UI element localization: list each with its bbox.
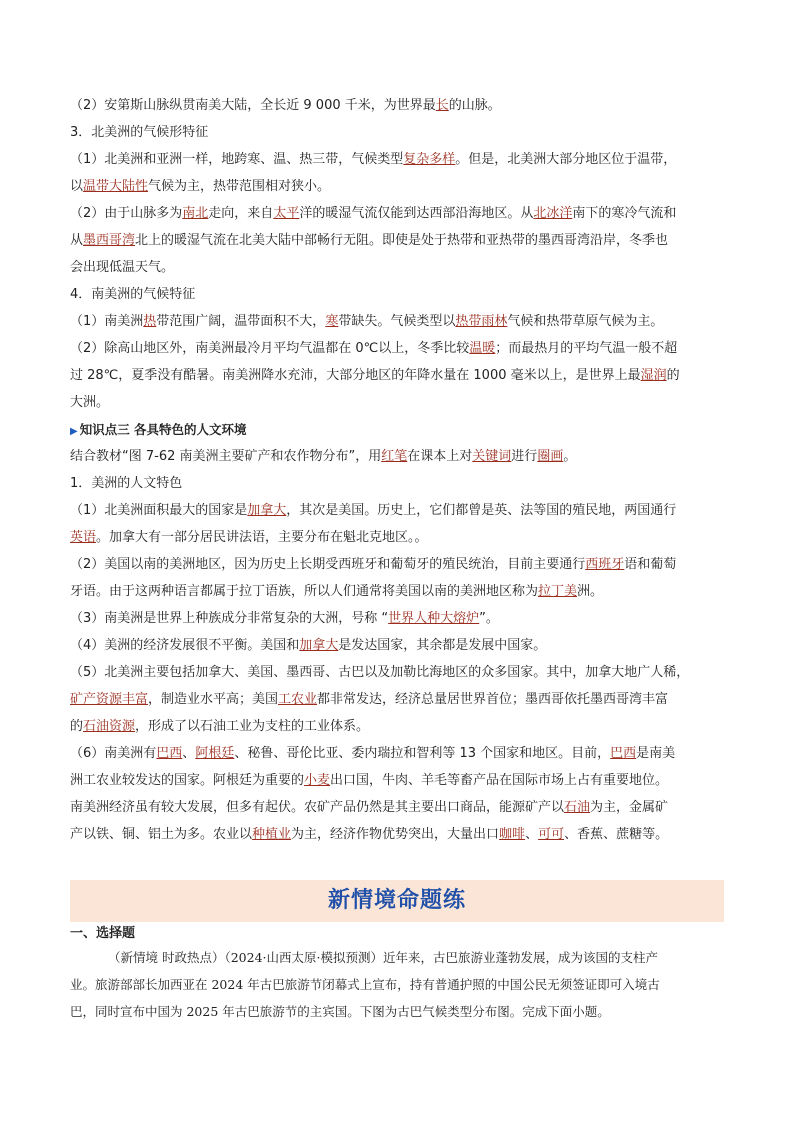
keyword: 圈画 [537,449,564,464]
text-line: 会出现低温天气。 [70,260,175,275]
keyword: 北冰洋 [533,206,573,221]
subheading: 3．北美洲的气候形特征 [70,125,209,140]
keyword: 关键词 [472,449,512,464]
keyword: 种植业 [252,827,292,842]
text-line: （4）美洲的经济发展很不平衡。美国和加拿大是发达国家，其余都是发展中国家。 [70,638,547,653]
keyword: 加拿大 [299,638,339,653]
text-line: 从墨西哥湾北上的暖湿气流在北美大陆中部畅行无阻。即使是处于热带和亚热带的墨西哥湾沿岸，冬季也 [70,233,669,248]
keyword: 石油资源 [83,719,136,734]
notes-body [70,92,726,848]
text-line: （6）南美洲有巴西、阿根廷、秘鲁、哥伦比亚、委内瑞拉和智利等 13 个国家和地区。目前，巴西是南美 [70,746,676,761]
keyword: 小麦 [304,773,331,788]
keyword: 湿润 [640,368,667,383]
section-banner [70,880,724,922]
keyword: 太平 [273,206,300,221]
question-line: （新情境 时政热点）（2024·山西太原·模拟预测）近年来，古巴旅游业蓬勃发展，成为该国的支柱产 [108,950,658,965]
banner-title: 新情境命题练 [327,888,466,913]
subheading: 1．美洲的人文特色 [70,476,183,491]
keyword: 寒 [325,314,339,329]
keyword: 矿产资源丰富 [70,692,149,707]
text-line: （5）北美洲主要包括加拿大、美国、墨西哥、古巴以及加勒比海地区的众多国家。其中，加拿大地广人稀， [70,665,690,680]
text-line: （2）安第斯山脉纵贯南美大陆，全长近 9 000 千米，为世界最长的山脉。 [70,98,501,113]
keyword: 石油 [564,800,591,815]
text-line: （2）由于山脉多为南北走向，来自太平洋的暖湿气流仅能到达西部沿海地区。从北冰洋南下的寒冷气流和 [70,206,677,221]
text-line: 洲工农业较发达的国家。阿根廷为重要的小麦出口国，牛肉、羊毛等畜产品在国际市场上占有重要地位。 [70,773,669,788]
text-line: 过 28℃，夏季没有酷暑。南美洲降水充沛，大部分地区的年降水量在 1000 毫米以上，是世界上最湿润的 [70,368,680,383]
text-line: 以温带大陆性气候为主，热带范围相对狭小。 [70,179,331,194]
text-line: 结合教材“图 7-62 南美洲主要矿产和农作物分布”，用红笔在课本上对关键词进行圈画。 [70,449,577,464]
keyword: 西班牙 [585,557,625,572]
keyword: 墨西哥湾 [83,233,136,248]
question-line: 业。旅游部部长加西亚在 2024 年古巴旅游节闭幕式上宣布，持有普通护照的中国公民无须签证即可入境古 [70,977,660,992]
keyword: 红笔 [381,449,408,464]
text-line: 矿产资源丰富，制造业水平高；美国工农业都非常发达，经济总量居世界首位；墨西哥依托墨西哥湾丰富 [70,692,669,707]
keyword: 热 [143,314,157,329]
keyword: 巴西 [156,746,183,761]
knowledge-point-heading: ▶ 知识点三 各具特色的人文环境 [70,422,247,437]
text-line: （2）美国以南的美洲地区，因为历史上长期受西班牙和葡萄牙的殖民统治，目前主要通行西班牙语和葡萄 [70,557,677,572]
text-line: （1）北美洲和亚洲一样，地跨寒、温、热三带，气候类型复杂多样。但是，北美洲大部分地区位于温带， [70,152,677,167]
text-line: 牙语。由于这两种语言都属于拉丁语族，所以人们通常将美国以南的美洲地区称为拉丁美洲。 [70,584,604,599]
subheading: 4．南美洲的气候特征 [70,287,196,302]
keyword: 热带雨林 [455,314,508,329]
triangle-right-icon: ▶ [70,426,78,437]
keyword: 长 [435,98,449,113]
question-line: 巴，同时宣布中国为 2025 年古巴旅游节的主宾国。下图为古巴气候类型分布图。完成下面小题。 [70,1004,610,1019]
keyword: 复杂多样 [403,152,456,167]
text-line: 产以铁、铜、铝土为多。农业以种植业为主，经济作物优势突出，大量出口咖啡、可可、香蕉、蔗糖等。 [70,827,669,842]
text-line: （1）南美洲热带范围广阔，温带面积不大，寒带缺失。气候类型以热带雨林气候和热带草原气候为主。 [70,314,664,329]
text-line: 英语。加拿大有一部分居民讲法语，主要分布在魁北克地区。。 [70,530,428,545]
text-line: （1）北美洲面积最大的国家是加拿大，其次是美国。历史上，它们都曾是英、法等国的殖民地，两国通行 [70,503,677,518]
keyword: 加拿大 [247,503,287,518]
text-line: （2）除高山地区外，南美洲最冷月平均气温都在 0℃以上，冬季比较温暖；而最热月的平均气温一般不超 [70,341,678,356]
text-line: 的石油资源，形成了以石油工业为支柱的工业体系。 [70,719,370,734]
keyword: 工农业 [278,692,318,707]
keyword: 拉丁美 [538,584,578,599]
keyword: 南北 [182,206,209,221]
keyword: 世界人种大熔炉 [388,611,480,626]
text-line: 大洲。 [70,395,110,410]
keyword: 可可 [538,827,565,842]
text-line: （3）南美洲是世界上种族成分非常复杂的大洲，号称 “世界人种大熔炉”。 [70,611,499,626]
section-heading: 一、选择题 [70,926,136,941]
keyword: 英语 [70,530,97,545]
keyword: 温带大陆性 [83,179,149,194]
keyword: 咖啡 [499,827,526,842]
keyword: 巴西 [610,746,637,761]
keyword: 温暖 [469,341,496,356]
text-line: 南美洲经济虽有较大发展，但多有起伏。农矿产品仍然是其主要出口商品，能源矿产以石油为主，金属矿 [70,800,669,815]
keyword: 阿根廷 [195,746,235,761]
question-stem [70,944,726,1025]
